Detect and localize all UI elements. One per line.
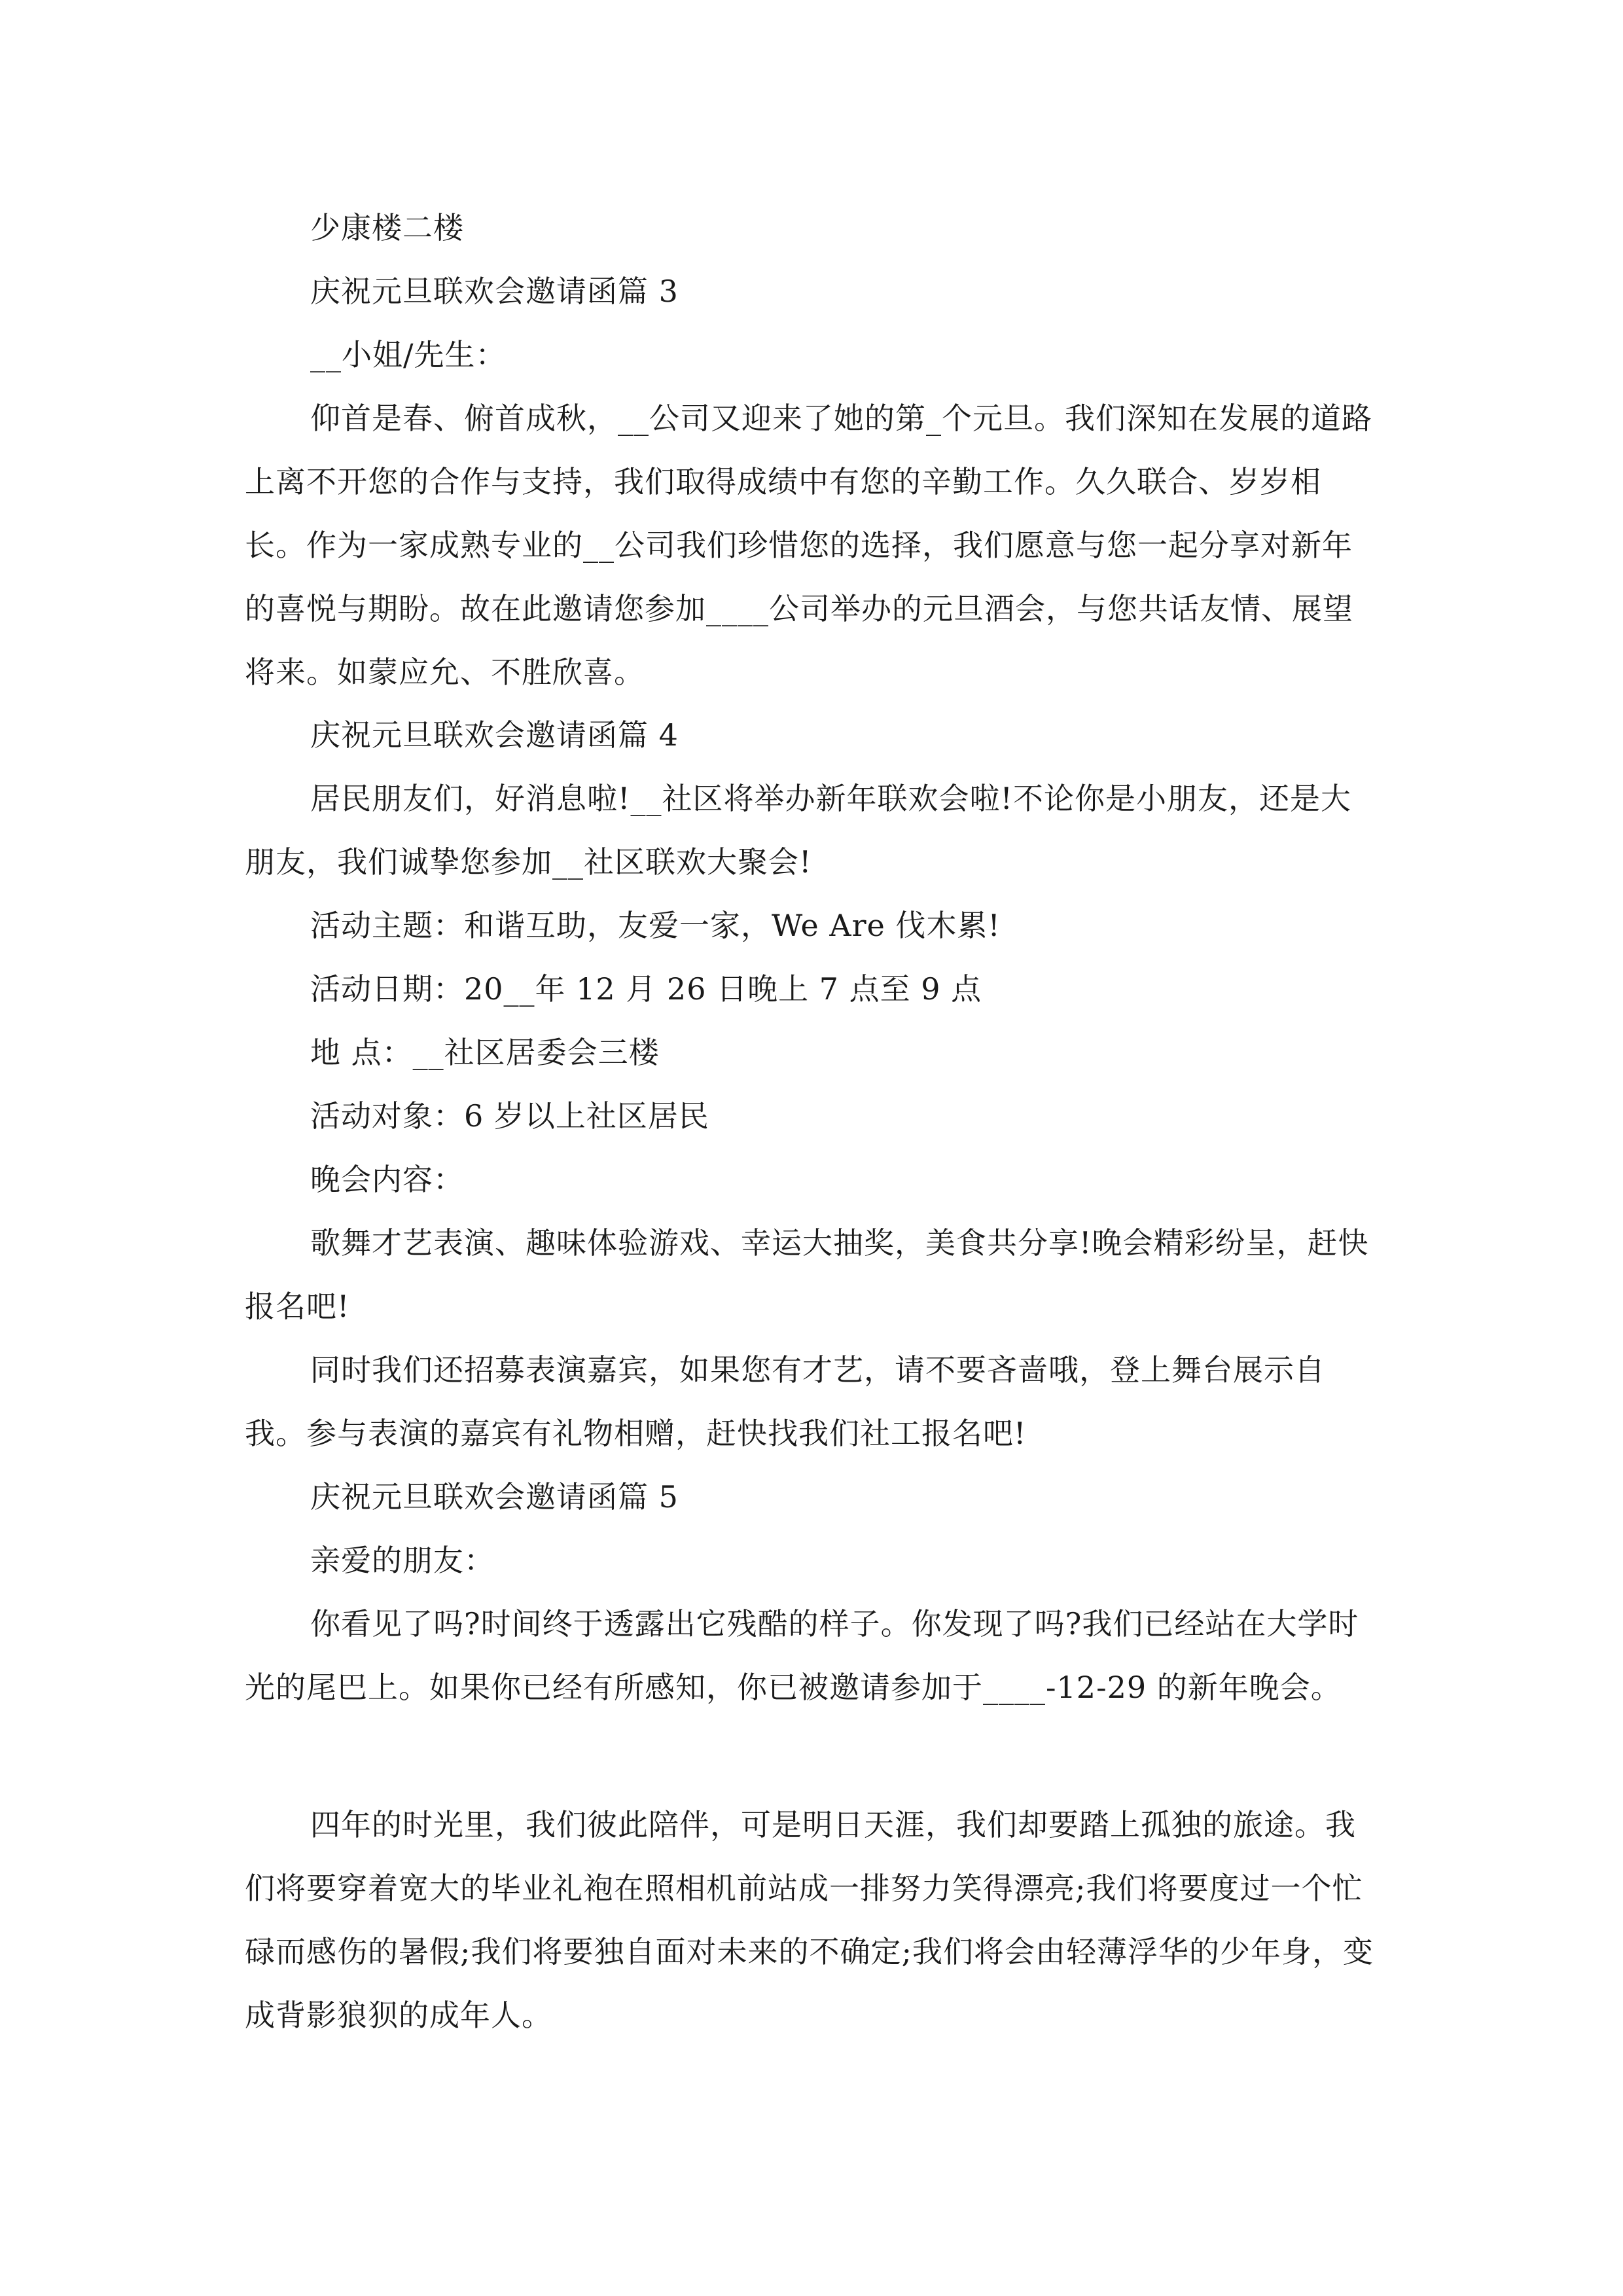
paragraph-body-5b: 四年的时光里，我们彼此陪伴，可是明日天涯，我们却要踏上孤独的旅途。我们将要穿着宽大的毕业礼袍在照相机前站成一排努力笑得漂亮;我们将要度过一个忙碌而感伤的暑假;我们将要独自面对未来的不确定;我们将会由轻薄浮华的少年身，变成背影狼狈的成年人。 <box>245 1807 1374 2033</box>
paragraph-date: 活动日期：20__年 12 月 26 日晚上 7 点至 9 点 <box>310 971 982 1007</box>
paragraph-location: 少康楼二楼 <box>310 210 464 245</box>
heading-invitation-5: 庆祝元旦联欢会邀请函篇 5 <box>310 1479 679 1515</box>
paragraph-salutation-3: __小姐/先生： <box>310 337 507 372</box>
paragraph-body-5a: 你看见了吗?时间终于透露出它残酷的样子。你发现了吗?我们已经站在大学时光的尾巴上。如果你已经有所感知，你已被邀请参加于____-12-29 的新年晚会。 <box>245 1606 1359 1705</box>
paragraph-salutation-5: 亲爱的朋友： <box>310 1543 495 1578</box>
paragraph-audience: 活动对象：6 岁以上社区居民 <box>310 1098 709 1134</box>
heading-invitation-4: 庆祝元旦联欢会邀请函篇 4 <box>310 717 679 753</box>
paragraph-recruit: 同时我们还招募表演嘉宾，如果您有才艺，请不要吝啬哦，登上舞台展示自我。参与表演的嘉宾有礼物相赠，赶快找我们社工报名吧! <box>245 1352 1325 1451</box>
heading-invitation-3: 庆祝元旦联欢会邀请函篇 3 <box>310 274 679 309</box>
paragraph-place: 地 点：__社区居委会三楼 <box>310 1035 660 1070</box>
paragraph-content: 歌舞才艺表演、趣味体验游戏、幸运大抽奖，美食共分享!晚会精彩纷呈，赶快报名吧! <box>245 1225 1369 1324</box>
paragraph-content-label: 晚会内容： <box>310 1162 464 1197</box>
paragraph-body-3: 仰首是春、俯首成秋，__公司又迎来了她的第_个元旦。我们深知在发展的道路上离不开您的合作与支持，我们取得成绩中有您的辛勤工作。久久联合、岁岁相长。作为一家成熟专业的__公司我们珍惜您的选择，我们愿意与您一起分享对新年的喜悦与期盼。故在此邀请您参加____公司举办的元旦酒会，与您共话友情、展望将来。如蒙应允、不胜欣喜。 <box>245 401 1372 690</box>
paragraph-theme: 活动主题：和谐互助，友爱一家，We Are 伐木累! <box>310 908 1001 943</box>
paragraph-intro-4: 居民朋友们，好消息啦!__社区将举办新年联欢会啦!不论你是小朋友，还是大朋友，我们诚挚您参加__社区联欢大聚会! <box>245 781 1351 880</box>
